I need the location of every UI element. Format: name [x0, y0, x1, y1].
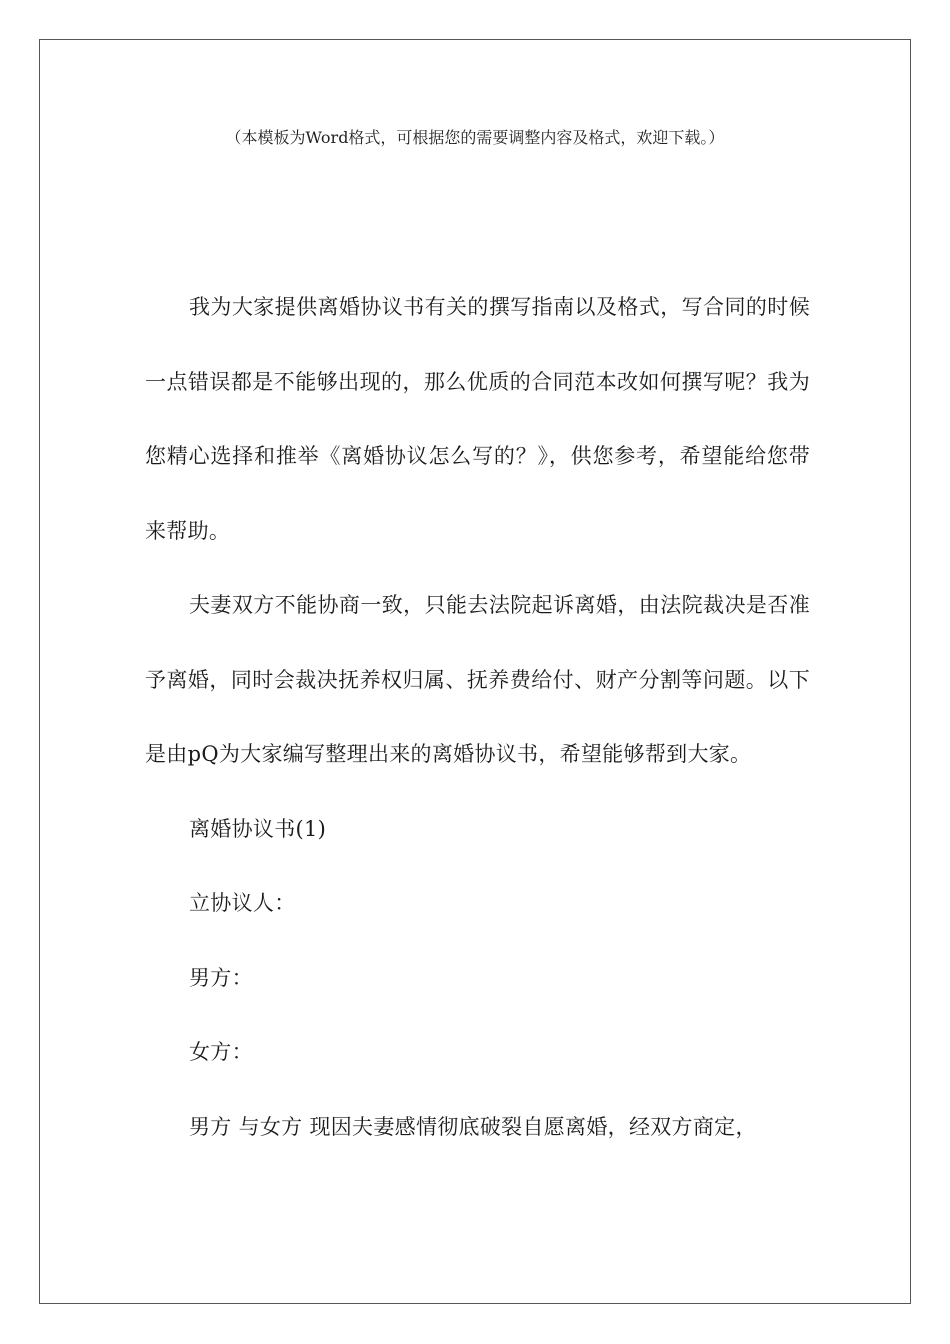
agreement-heading: 离婚协议书(1) — [189, 816, 327, 841]
template-note: （本模板为Word格式，可根据您的需要调整内容及格式，欢迎下载。） — [225, 128, 725, 147]
document-body — [145, 270, 810, 1164]
agreement-clause: 男方 与女方 现因夫妻感情彻底破裂自愿离婚，经双方商定， — [189, 1114, 757, 1139]
female-party-label: 女方： — [189, 1040, 253, 1064]
male-party-label: 男方： — [189, 965, 253, 990]
context-paragraph: 夫妻双方不能协商一致，只能去法院起诉离婚，由法院裁决是否准予离婚，同时会裁决抚养权归属、抚养费给付、财产分割等问题。以下是由pQ为大家编写整理出来的离婚协议书，希望能够帮到大家。 — [145, 593, 810, 766]
parties-label: 立协议人： — [189, 891, 296, 915]
intro-paragraph: 我为大家提供离婚协议书有关的撰写指南以及格式，写合同的时候一点错误都是不能够出现的，那么优质的合同范本改如何撰写呢？我为您精心选择和推举《离婚协议怎么写的？》，供您参考，希望能给您带来帮助。 — [145, 295, 810, 543]
